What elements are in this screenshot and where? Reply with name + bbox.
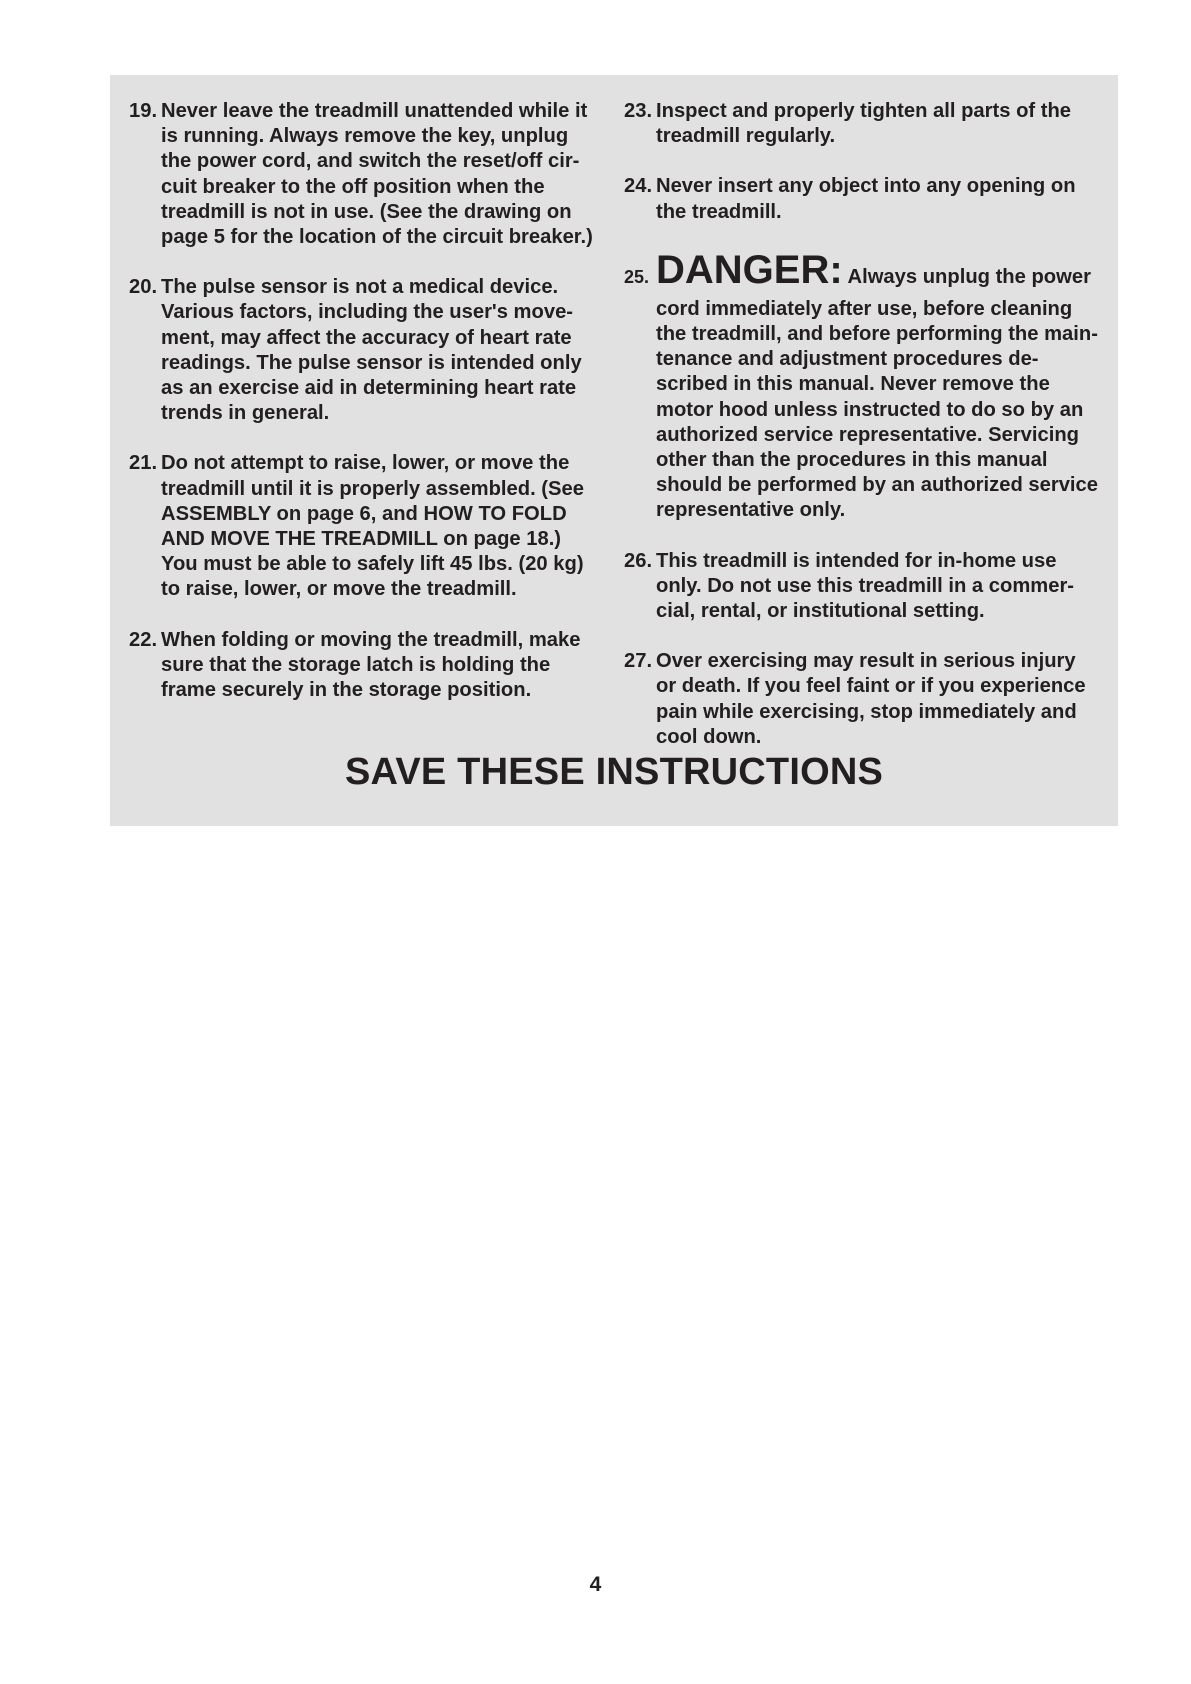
text-line: the treadmill. [656, 200, 782, 223]
text-line: Inspect and properly tighten all parts of the [656, 100, 1072, 122]
text-line: When folding or moving the treadmill, make [161, 628, 581, 651]
item-text [656, 99, 1109, 149]
item-text [161, 275, 609, 426]
item-number: 19. [129, 100, 158, 122]
item-number: 23. [624, 100, 653, 122]
danger-label: DANGER: [656, 247, 843, 292]
item-number: 21. [129, 452, 158, 475]
text-line: is running. Always remove the key, unplug [161, 125, 569, 148]
text-line: You must be able to safely lift 45 lbs. (20 kg) [161, 553, 584, 576]
text-line: ASSEMBLY on page 6, and HOW TO FOLD [161, 502, 567, 525]
item-text [161, 628, 609, 704]
instruction-item-19 [129, 99, 609, 250]
text-line: The pulse sensor is not a medical device. [161, 276, 559, 299]
text-line: sure that the storage latch is holding the [161, 653, 551, 676]
text-line: frame securely in the storage position. [161, 679, 532, 702]
item-text [656, 549, 1109, 625]
text-line: Various factors, including the user's move- [161, 301, 574, 324]
text-line: tenance and adjustment procedures de- [656, 348, 1039, 371]
text-line: Never insert any object into any opening on [656, 175, 1076, 198]
text-line: treadmill until it is properly assembled. (See [161, 477, 584, 500]
text-line: Do not attempt to raise, lower, or move the [161, 452, 570, 475]
item-text [161, 451, 609, 602]
item-number: 26. [624, 549, 653, 572]
text-line: AND MOVE THE TREADMILL on page 18.) [161, 528, 562, 551]
text-line: pain while exercising, stop immediately and [656, 700, 1077, 723]
right-column [624, 99, 1109, 775]
instruction-item-21 [129, 451, 609, 602]
item-number: 25. [624, 266, 650, 287]
page-number: 4 [589, 1573, 602, 1596]
text-line: cool down. [656, 725, 762, 748]
safety-instructions-panel [110, 75, 1118, 826]
save-instructions-heading: SAVE THESE INSTRUCTIONS [344, 751, 884, 793]
item-text [656, 247, 1109, 524]
instruction-item-26 [624, 549, 1109, 625]
text-line: trends in general. [161, 402, 330, 425]
item-number: 27. [624, 650, 653, 673]
text-line: or death. If you feel faint or if you experience [656, 675, 1086, 698]
text-line: should be performed by an authorized service [656, 474, 1098, 497]
instruction-item-22 [129, 628, 609, 704]
text-line: This treadmill is intended for in-home use [656, 549, 1057, 572]
text-line: cord immediately after use, before cleaning [656, 297, 1073, 320]
text-line: other than the procedures in this manual [656, 449, 1048, 472]
item-number: 24. [624, 175, 653, 198]
instruction-item-23 [624, 99, 1109, 149]
text-line: the power cord, and switch the reset/off cir- [161, 150, 580, 173]
text-line: cial, rental, or institutional setting. [656, 600, 985, 623]
item-number: 20. [129, 276, 158, 299]
text-line: ment, may affect the accuracy of heart rate [161, 326, 572, 349]
text-line: as an exercise aid in determining heart rate [161, 377, 577, 400]
text-line: to raise, lower, or move the treadmill. [161, 578, 517, 601]
text-line: only. Do not use this treadmill in a commer- [656, 574, 1075, 597]
text-line: the treadmill, and before performing the main- [656, 323, 1098, 346]
text-line: cuit breaker to the off position when the [161, 175, 545, 198]
text-line: authorized service representative. Servicing [656, 423, 1080, 446]
item-text [161, 99, 609, 250]
danger-text: Always unplug the power [847, 265, 1091, 288]
text-line: treadmill is not in use. (See the drawing on [161, 200, 572, 223]
instruction-item-20 [129, 275, 609, 426]
instruction-item-27 [624, 649, 1109, 750]
text-line: motor hood unless instructed to do so by an [656, 398, 1084, 421]
text-line: readings. The pulse sensor is intended only [161, 351, 582, 374]
text-line: representative only. [656, 499, 846, 522]
text-line: Never leave the treadmill unattended while it [161, 100, 588, 122]
danger-line [656, 247, 1109, 297]
text-line: scribed in this manual. Never remove the [656, 373, 1050, 396]
item-text [656, 174, 1109, 224]
instruction-item-24 [624, 174, 1109, 224]
instruction-item-25 [624, 247, 1109, 524]
text-line: page 5 for the location of the circuit breaker.) [161, 226, 593, 249]
left-column [129, 99, 609, 728]
text-line: Over exercising may result in serious injury [656, 650, 1076, 673]
item-text [656, 649, 1109, 750]
item-number: 22. [129, 628, 158, 651]
text-line: treadmill regularly. [656, 125, 836, 148]
